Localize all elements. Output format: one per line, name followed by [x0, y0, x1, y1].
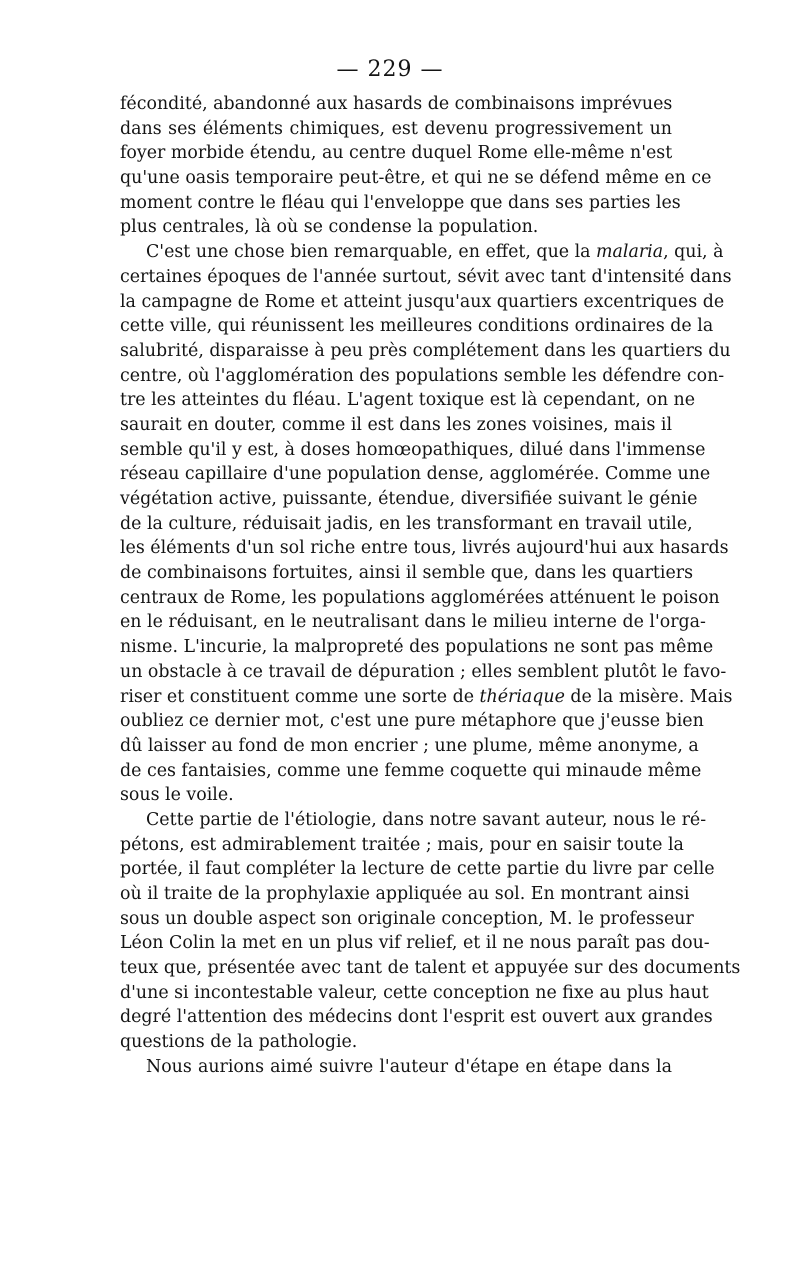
text-line — [120, 783, 672, 808]
paragraph — [120, 92, 712, 240]
text-run: plus centrales, là où se condense la population. — [120, 217, 539, 238]
text-line — [120, 857, 715, 882]
text-run: centraux de Rome, les populations agglomérées atténuent le poison — [120, 587, 720, 608]
text-line — [120, 586, 720, 611]
text-line — [120, 882, 690, 907]
text-run: questions de la pathologie. — [120, 1032, 358, 1053]
text-run: centre, où l'agglomération des populations semble les défendre con- — [120, 365, 725, 386]
text-run: C'est une chose bien remarquable, en effet, que la — [146, 242, 597, 263]
text-line — [120, 438, 706, 463]
text-run: végétation active, puissante, étendue, diversifiée suivant le génie — [120, 489, 698, 509]
text-line — [120, 685, 733, 710]
text-line — [120, 290, 725, 315]
text-run: d'une si incontestable valeur, cette conception ne fixe au plus haut — [120, 982, 709, 1003]
text-run: dû laisser au fond de mon encrier ; une plume, même anonyme, a — [120, 735, 699, 756]
text-run: degré l'attention des médecins dont l'esprit est ouvert aux grandes — [120, 1007, 713, 1028]
text-run: de la culture, réduisait jadis, en les transformant en travail utile, — [120, 513, 693, 534]
text-run: un obstacle à ce travail de dépuration ; elles semblent plutôt le favo- — [120, 661, 727, 682]
text-line — [120, 635, 714, 660]
text-run: réseau capillaire d'une population dense, agglomérée. Comme une — [120, 464, 711, 485]
paragraph — [120, 1055, 672, 1080]
text-run: Cette partie de l'étiologie, dans notre savant auteur, nous le ré- — [146, 809, 707, 830]
text-line — [120, 487, 698, 512]
text-run: de combinaisons fortuites, ainsi il semble que, dans les quartiers — [120, 563, 694, 584]
text-run: de ces fantaisies, comme une femme coquette qui minaude même — [120, 760, 702, 781]
text-run: , qui, à — [663, 242, 724, 263]
text-line — [120, 314, 714, 339]
text-run: nisme. L'incurie, la malpropreté des populations ne sont pas même — [120, 637, 714, 658]
text-run: oubliez ce dernier mot, c'est une pure métaphore que j'eusse bien — [120, 711, 704, 732]
text-run: sous un double aspect son originale conception, M. le professeur — [120, 908, 694, 929]
text-run: tre les atteintes du fléau. L'agent toxique est là cependant, on ne — [120, 390, 696, 411]
text-run: foyer morbide étendu, au centre duquel Rome elle-même n'est — [120, 143, 673, 164]
text-run: Nous aurions aimé suivre l'auteur d'étape en étape dans la — [146, 1056, 672, 1077]
text-run: cette ville, qui réunissent les meilleures conditions ordinaires de la — [120, 316, 714, 337]
text-run: en le réduisant, en le neutralisant dans le milieu interne de l'orga- — [120, 612, 706, 633]
text-line — [120, 709, 704, 734]
body-text — [120, 92, 741, 1080]
text-run: Léon Colin la met en un plus vif relief, et il ne nous paraît pas dou- — [120, 933, 710, 954]
text-line — [120, 191, 681, 216]
text-run: de la misère. Mais — [564, 686, 733, 707]
text-line — [120, 141, 672, 166]
text-line — [120, 759, 702, 784]
text-line — [120, 660, 727, 685]
text-line — [120, 833, 684, 858]
text-run: salubrité, disparaisse à peu près complétement dans les quartiers du — [120, 340, 731, 361]
text-line — [120, 215, 672, 240]
text-run: la campagne de Rome et atteint jusqu'aux quartiers excentriques de — [120, 291, 725, 312]
italic-term: malaria — [596, 242, 664, 263]
paragraph — [120, 240, 733, 808]
text-line — [120, 240, 724, 265]
text-line — [120, 931, 710, 956]
italic-term: thériaque — [479, 686, 565, 707]
text-line — [120, 166, 712, 191]
text-line — [120, 1005, 713, 1030]
text-run: teux que, présentée avec tant de talent et appuyée sur des documents — [120, 958, 741, 979]
text-run: certaines époques de l'année surtout, sévit avec tant d'intensité dans — [120, 266, 732, 287]
text-run: où il traite de la prophylaxie appliquée au sol. En montrant ainsi — [120, 884, 690, 904]
text-run: moment contre le fléau qui l'enveloppe que dans ses parties les — [120, 192, 681, 213]
text-run: dans ses éléments chimiques, est devenu progressivement un — [120, 118, 672, 139]
text-line — [120, 1030, 672, 1055]
text-line — [120, 808, 707, 833]
text-line — [120, 734, 699, 759]
text-run: portée, il faut compléter la lecture de cette partie du livre par celle — [120, 859, 715, 880]
text-run: semble qu'il y est, à doses homœopathiques, dilué dans l'immense — [120, 439, 706, 460]
text-run: fécondité, abandonné aux hasards de combinaisons imprévues — [120, 94, 673, 114]
text-line — [120, 1055, 672, 1080]
text-run: sous le voile. — [120, 785, 234, 806]
text-line — [120, 388, 696, 413]
text-line — [120, 117, 672, 142]
text-line — [120, 265, 732, 290]
text-run: saurait en douter, comme il est dans les zones voisines, mais il — [120, 414, 673, 435]
text-line — [120, 907, 694, 932]
text-run: qu'une oasis temporaire peut-être, et qui ne se défend même en ce — [120, 168, 712, 189]
page-number: — 229 — — [336, 57, 444, 82]
text-line — [120, 981, 709, 1006]
text-line — [120, 956, 741, 981]
text-run: pétons, est admirablement traitée ; mais, pour en saisir toute la — [120, 834, 684, 855]
text-line — [120, 610, 706, 635]
text-line — [120, 536, 729, 561]
paragraph — [120, 808, 741, 1055]
text-line — [120, 462, 711, 487]
text-run: les éléments d'un sol riche entre tous, livrés aujourd'hui aux hasards — [120, 538, 729, 559]
text-line — [120, 339, 731, 364]
text-run: riser et constituent comme une sorte de — [120, 686, 480, 707]
text-line — [120, 512, 693, 537]
text-line — [120, 92, 672, 117]
text-line — [120, 561, 694, 586]
text-line — [120, 364, 725, 389]
text-line — [120, 413, 672, 438]
